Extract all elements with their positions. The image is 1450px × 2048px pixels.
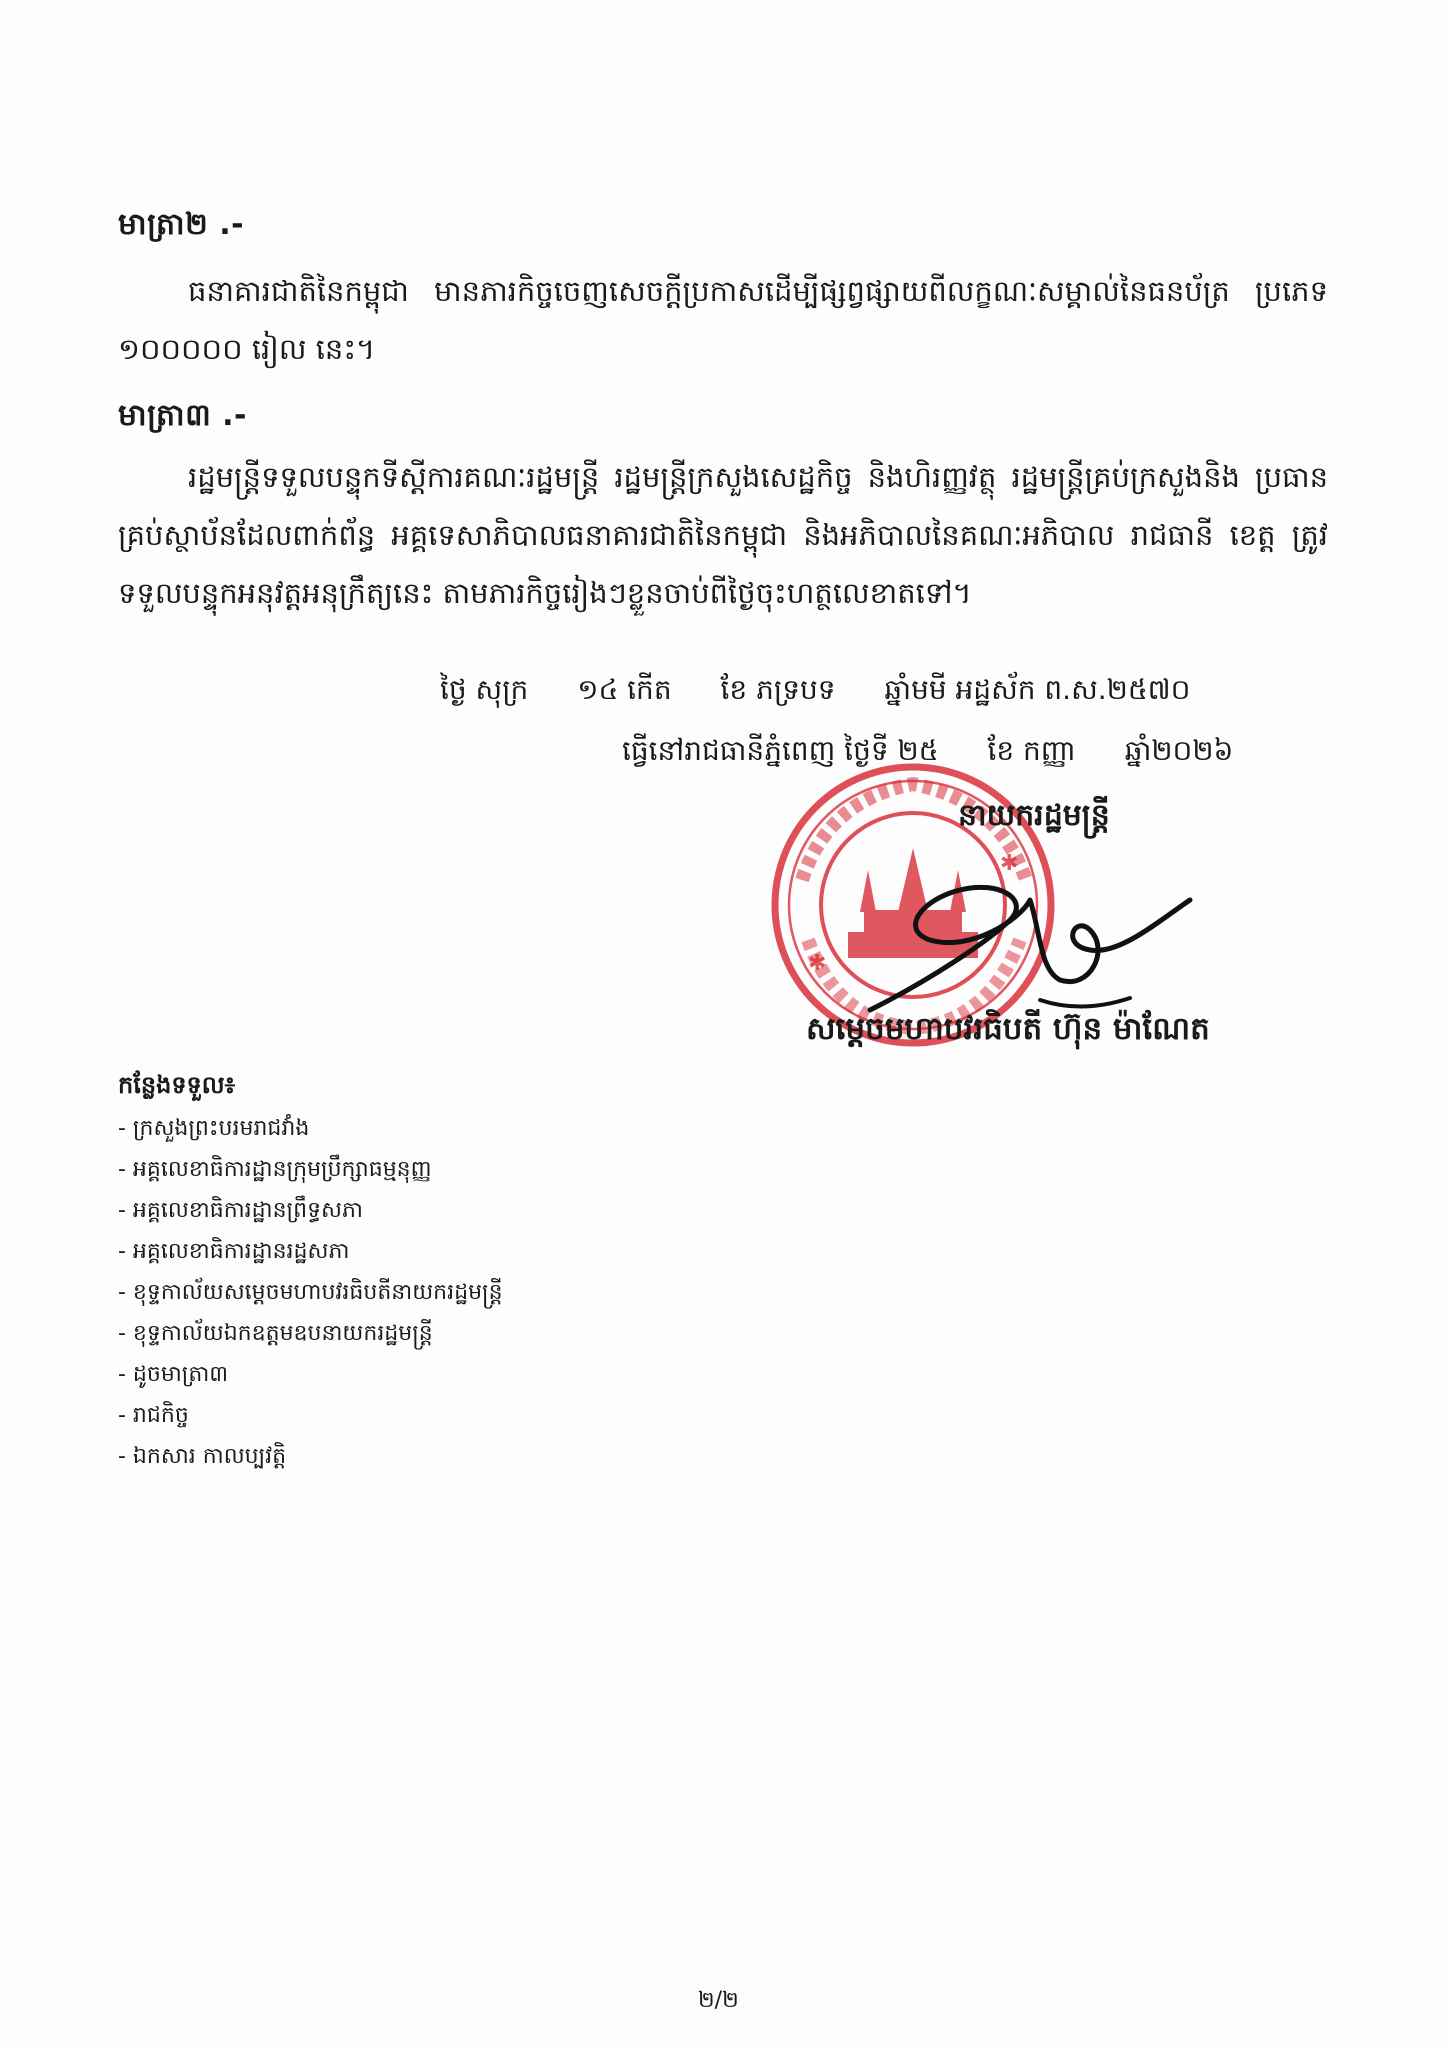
signer-title: នាយករដ្ឋមន្ត្រី <box>958 798 1110 833</box>
recipient-item: - ដូចមាត្រា៣ <box>118 1362 229 1387</box>
lunar-month: ខែ ភទ្របទ <box>720 673 836 706</box>
recipient-item: - រាជកិច្ច <box>118 1403 189 1428</box>
solar-year: ឆ្នាំ២០២៦ <box>1124 734 1234 767</box>
article-3-text: រដ្ឋមន្ត្រីទទួលបន្ទុកទីស្តីការគណៈរដ្ឋមន្ត្រី រដ្ឋមន្ត្រីក្រសួងសេដ្ឋកិច្ច និងហិរញ្ញវត្ថុ រដ្ឋមន្ត្រីគ្រប់ក្រសួងនិង ប្រធានគ្រប់ស្ថាប័នដែលពាក់ព័ន្ធ អគ្គទេសាភិបាលធនាគារជាតិនៃកម្ពុជា និងអភិបាលនៃគណៈអភិបាល រាជធានី ខេត្ត ត្រូវទទួលបន្ទុកអនុវត្តអនុក្រឹត្យនេះ តាមភារកិច្ចរៀងៗខ្លួនចាប់ពីថ្ងៃចុះហត្ថលេខាតទៅ។ <box>118 460 1328 610</box>
solar-place-day: ធ្វើនៅរាជធានីភ្នំពេញ ថ្ងៃទី ២៥ <box>622 734 939 767</box>
lunar-date-line <box>440 672 1340 713</box>
recipient-item: - ឯកសារ កាលប្បវត្តិ <box>118 1444 287 1469</box>
recipient-item: - ខុទ្ទកាល័យសម្តេចមហាបវរធិបតីនាយករដ្ឋមន្ត្រី <box>118 1280 503 1305</box>
article-3-body <box>118 448 1328 622</box>
recipient-item: - អគ្គលេខាធិការដ្ឋានព្រឹទ្ធសភា <box>118 1198 363 1223</box>
recipient-item: - អគ្គលេខាធិការដ្ឋានរដ្ឋសភា <box>118 1239 350 1264</box>
lunar-moon: ១៤ កើត <box>577 673 672 706</box>
recipients-title: កន្លែងទទួល៖ <box>118 1071 236 1099</box>
svg-text:✱: ✱ <box>1000 851 1019 876</box>
signer-name: សម្តេចមហាបវរធិបតី ហ៊ុន ម៉ាណែត <box>806 1011 1210 1047</box>
recipient-item: - ខុទ្ទកាល័យឯកឧត្តមឧបនាយករដ្ឋមន្ត្រី <box>118 1321 433 1346</box>
solar-month: ខែ កញ្ញា <box>987 734 1076 767</box>
lunar-year: ឆ្នាំមមី អដ្ឋស័ក ព.ស.២៥៧០ <box>884 673 1191 706</box>
recipient-item: - អគ្គលេខាធិការដ្ឋានក្រុមប្រឹក្សាធម្មនុញ្ញ <box>118 1157 432 1182</box>
svg-text:✱: ✱ <box>808 951 827 976</box>
article-2-text: ធនាគារជាតិនៃកម្ពុជា មានភារកិច្ចចេញសេចក្តីប្រកាសដើម្បីផ្សព្វផ្សាយពីលក្ខណៈសម្គាល់នៃធនប័ត្រ ប្រភេទ ១០០០០០ រៀល នេះ។ <box>118 274 1328 366</box>
handwritten-signature-icon <box>860 860 1200 1030</box>
page-number: ២/២ <box>698 1988 739 2013</box>
recipient-item: - ក្រសួងព្រះបរមរាជវាំង <box>118 1116 310 1141</box>
lunar-day: ថ្ងៃ សុក្រ <box>440 673 529 706</box>
article-3-title: មាត្រា៣ .- <box>118 398 247 433</box>
article-2-title: មាត្រា២ .- <box>118 207 245 242</box>
recipients-list <box>118 1108 503 1477</box>
article-2-body <box>118 262 1328 378</box>
